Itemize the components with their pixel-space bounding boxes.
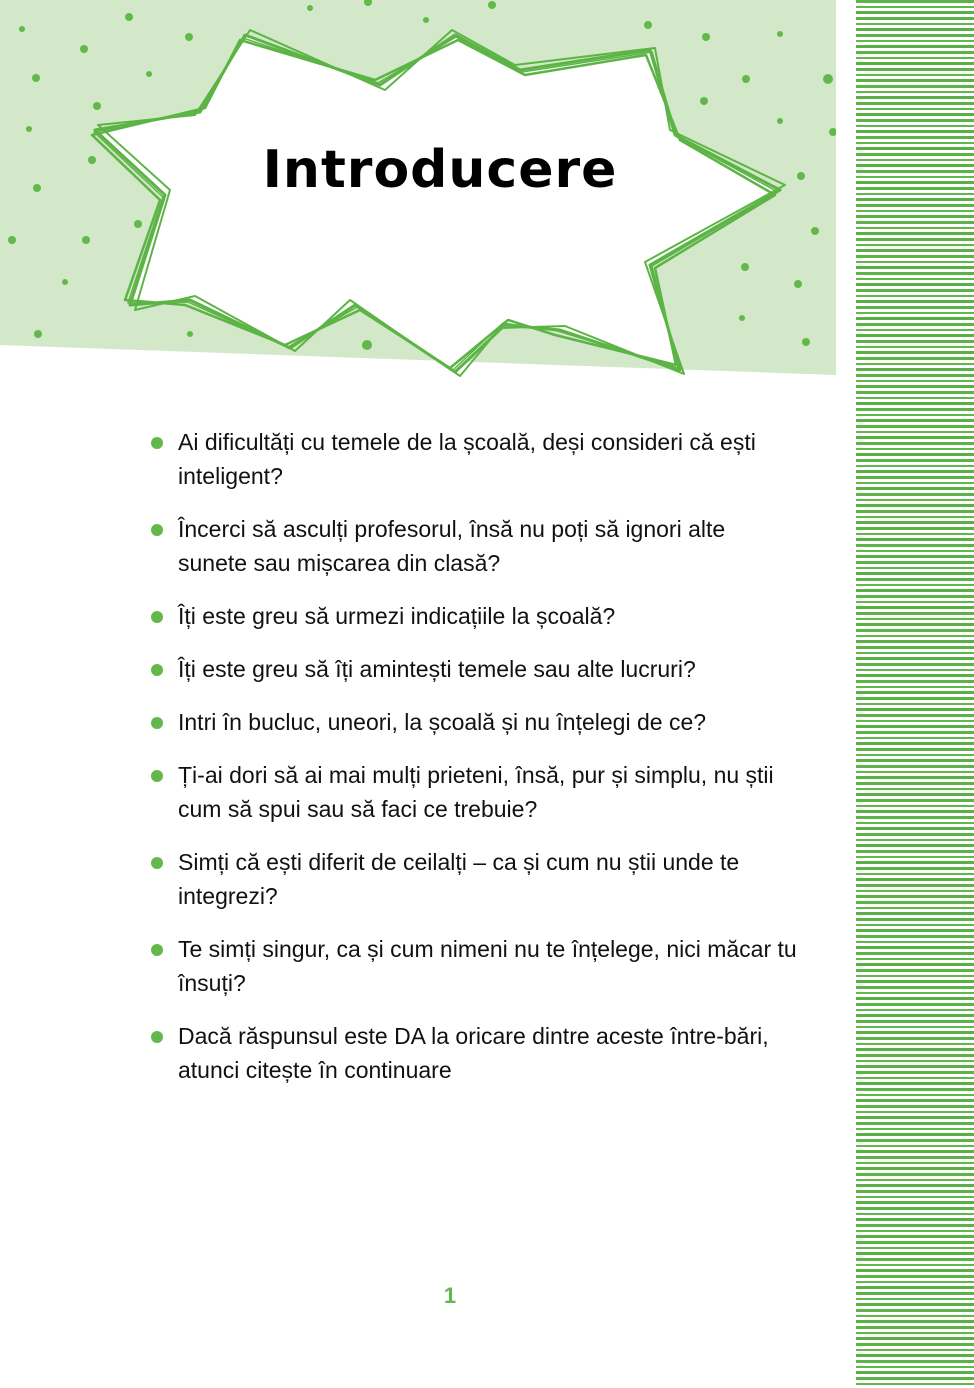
- question-text: Intri în bucluc, uneori, la școală și nu înțelegi de ce?: [178, 709, 707, 735]
- bullet-dot-icon: [151, 770, 163, 782]
- question-text: Te simți singur, ca și cum nimeni nu te înțelege, nici măcar tu însuți?: [178, 936, 797, 996]
- question-text: Ți-ai dori să ai mai mulți prieteni, însă, pur și simplu, nu știi cum să spui sau să faci ce trebuie?: [178, 762, 774, 822]
- striped-side-panel: [856, 0, 974, 1388]
- list-item: [150, 425, 800, 493]
- bullet-dot-icon: [151, 524, 163, 536]
- list-item: [150, 758, 800, 826]
- bullet-dot-icon: [151, 944, 163, 956]
- bullet-dot-icon: [151, 611, 163, 623]
- page-number: 1: [443, 1283, 457, 1308]
- question-text: Îți este greu să urmezi indicațiile la școală?: [178, 603, 616, 629]
- question-text: Îți este greu să îți amintești temele sau alte lucruri?: [178, 656, 696, 682]
- question-text: Încerci să asculți profesorul, însă nu poți să ignori alte sunete sau mișcarea din clasă?: [178, 516, 726, 576]
- list-item: [150, 512, 800, 580]
- question-text: Dacă răspunsul este DA la oricare dintre aceste între-bări, atunci citește în continuare: [178, 1023, 769, 1083]
- question-text: Ai dificultăți cu temele de la școală, deși consideri că ești inteligent?: [178, 429, 756, 489]
- bullet-dot-icon: [151, 717, 163, 729]
- bullet-dot-icon: [151, 437, 163, 449]
- page-title: Introducere: [262, 140, 618, 200]
- list-item: [150, 932, 800, 1000]
- bullet-dot-icon: [151, 857, 163, 869]
- list-item: [150, 1019, 800, 1087]
- bullet-dot-icon: [151, 1031, 163, 1043]
- list-item: [150, 845, 800, 913]
- list-item: [150, 599, 800, 633]
- list-item: [150, 705, 800, 739]
- list-item: [150, 652, 800, 686]
- question-list: [150, 425, 800, 1106]
- bullet-dot-icon: [151, 664, 163, 676]
- question-text: Simți că ești diferit de ceilalți – ca și cum nu știi unde te integrezi?: [178, 849, 740, 909]
